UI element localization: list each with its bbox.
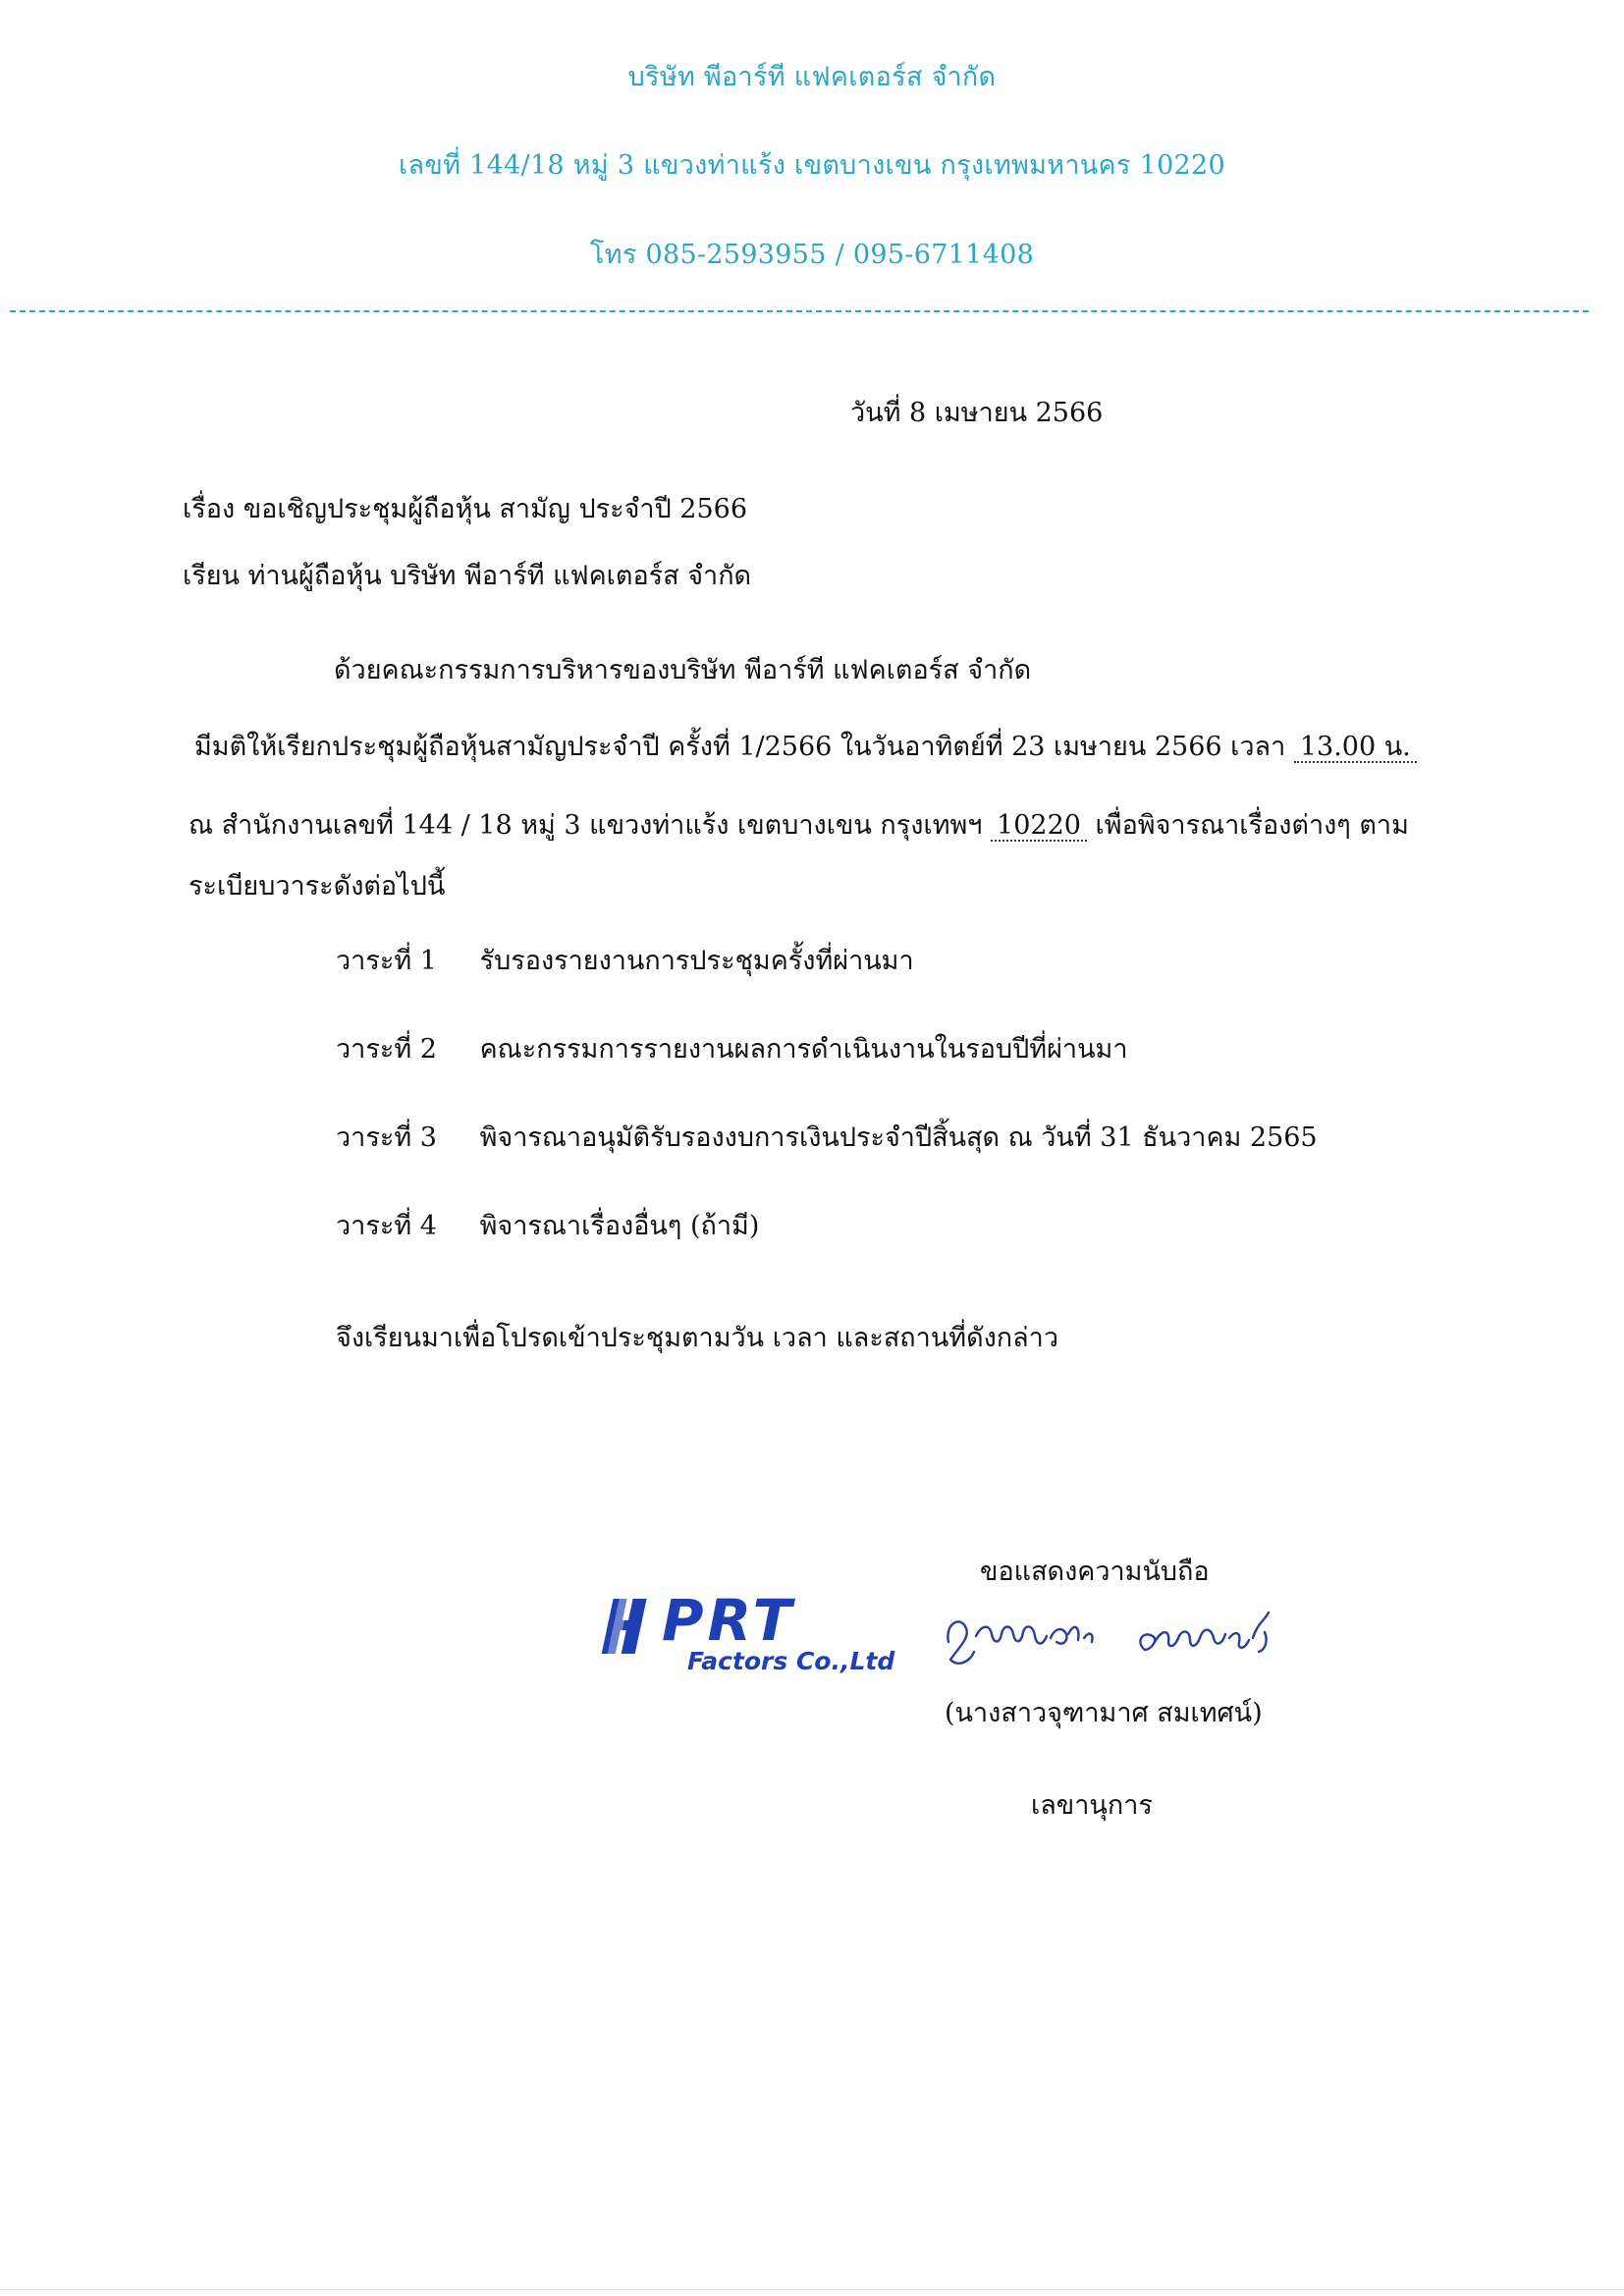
agenda-text: พิจารณาอนุมัติรับรองงบการเงินประจำปีสิ้นสุด ณ วันที่ 31 ธันวาคม 2565 — [479, 1122, 1318, 1153]
page-bottom-edge — [0, 2289, 1624, 2290]
agenda-item — [336, 939, 914, 981]
company-stamp-graphic — [593, 1583, 905, 1677]
agenda-label: วาระที่ 3 — [336, 1122, 437, 1153]
letter-subject: เรื่อง ขอเชิญประชุมผู้ถือหุ้น สามัญ ประจำปี 2566 — [183, 494, 748, 524]
body-line-3-text-a: ณ สำนักงานเลขที่ 144 / 18 หมู่ 3 แขวงท่าแร้ง เขตบางเขน กรุงเทพฯ — [189, 810, 983, 841]
stamp-sub-text: Factors Co.,Ltd — [687, 1647, 895, 1675]
company-address: เลขที่ 144/18 หมู่ 3 แขวงท่าแร้ง เขตบางเขน กรุงเทพมหานคร 10220 — [399, 150, 1225, 181]
agenda-label: วาระที่ 4 — [336, 1211, 437, 1241]
postal-code: 10220 — [991, 812, 1087, 842]
body-line-2-text: มีมติให้เรียกประชุมผู้ถือหุ้นสามัญประจำปี ครั้งที่ 1/2566 ในวันอาทิตย์ที่ 23 เมษายน 2566 เวลา — [194, 732, 1286, 762]
body-line-3 — [189, 803, 1409, 846]
stamp-main-text: PRT — [662, 1587, 796, 1654]
agenda-item — [336, 1116, 1318, 1158]
agenda-text: รับรองรายงานการประชุมครั้งที่ผ่านมา — [479, 946, 914, 976]
meeting-time: 13.00 น. — [1294, 734, 1417, 763]
agenda-label: วาระที่ 1 — [336, 946, 437, 976]
agenda-item — [336, 1027, 1128, 1069]
closing-line: จึงเรียนมาเพื่อโปรดเข้าประชุมตามวัน เวลา และสถานที่ดังกล่าว — [336, 1323, 1059, 1353]
letter-recipient: เรียน ท่านผู้ถือหุ้น บริษัท พีอาร์ที แฟคเตอร์ส จำกัด — [183, 561, 752, 591]
company-phone: โทร 085-2593955 / 095-6711408 — [589, 240, 1035, 270]
body-line-3-text-b: เพื่อพิจารณาเรื่องต่างๆ ตาม — [1095, 810, 1409, 841]
body-line-1: ด้วยคณะกรรมการบริหารของบริษัท พีอาร์ที แฟคเตอร์ส จำกัด — [334, 655, 1032, 685]
letter-date: วันที่ 8 เมษายน 2566 — [850, 398, 1104, 428]
signatory-name: (นางสาวจุฑามาศ สมเทศน์) — [945, 1698, 1263, 1728]
body-line-2 — [194, 725, 1417, 767]
company-name: บริษัท พีอาร์ที แฟคเตอร์ส จำกัด — [627, 62, 997, 92]
body-line-4: ระเบียบวาระดังต่อไปนี้ — [189, 871, 446, 902]
regards-line: ขอแสดงความนับถือ — [980, 1557, 1210, 1587]
agenda-text: พิจารณาเรื่องอื่นๆ (ถ้ามี) — [479, 1211, 760, 1241]
agenda-text: คณะกรรมการรายงานผลการดำเนินงานในรอบปีที่ผ่านมา — [479, 1034, 1128, 1065]
handwritten-signature — [941, 1603, 1302, 1679]
letterhead-divider — [10, 310, 1589, 312]
signature-graphic — [941, 1603, 1302, 1679]
agenda-label: วาระที่ 2 — [336, 1034, 437, 1065]
company-stamp — [593, 1583, 905, 1677]
agenda-item — [336, 1204, 759, 1246]
signatory-position: เลขานุการ — [1031, 1790, 1153, 1821]
